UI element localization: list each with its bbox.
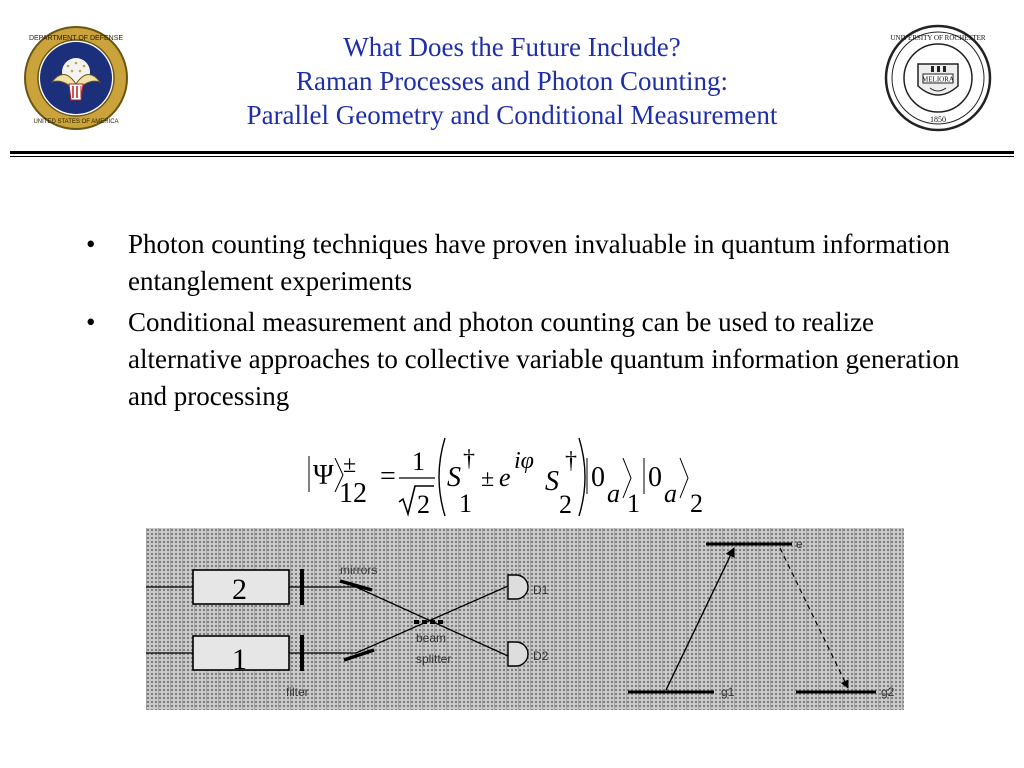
mirror-top — [340, 581, 372, 590]
slide-title — [150, 30, 874, 132]
level-g2-label: g2 — [881, 685, 895, 699]
title-line-1: What Does the Future Include? — [343, 32, 681, 62]
formula-subscript-12: 12 — [339, 478, 367, 509]
pump-transition-arrow — [666, 548, 734, 690]
level-g1-label: g1 — [721, 685, 735, 699]
department-of-defense-seal-icon — [24, 26, 128, 130]
bullet-list — [84, 226, 984, 419]
detector-d2-label: D2 — [533, 649, 549, 663]
formula-dagger-1: † — [463, 446, 475, 472]
formula-zero-1: 0 — [591, 462, 605, 493]
list-item — [84, 304, 984, 415]
formula-a-2: a — [664, 479, 677, 508]
svg-text:DEPARTMENT OF DEFENSE: DEPARTMENT OF DEFENSE — [28, 35, 124, 42]
formula-sqrt-arg: 2 — [417, 490, 430, 519]
level-e-label: e — [796, 537, 803, 551]
bullet-marker: • — [86, 229, 96, 259]
filter-2 — [300, 569, 304, 605]
title-divider-thin — [10, 156, 1014, 157]
formula-ket-sub-2: 2 — [690, 489, 703, 518]
formula-dagger-2: † — [565, 448, 577, 474]
list-item — [84, 226, 984, 300]
title-line-2: Raman Processes and Photon Counting: — [296, 66, 728, 96]
formula-numerator: 1 — [412, 447, 425, 476]
formula-e: e — [499, 463, 511, 492]
entanglement-formula — [295, 432, 735, 522]
formula-ket-sub-1: 1 — [627, 489, 640, 518]
university-of-rochester-seal-icon — [884, 24, 992, 132]
cell-2-label: 2 — [232, 573, 247, 606]
bullet-marker: • — [86, 307, 96, 337]
svg-text:UNIVERSITY OF ROCHESTER: UNIVERSITY OF ROCHESTER — [890, 34, 986, 42]
experiment-diagram — [146, 528, 904, 710]
formula-s2: S — [545, 466, 559, 497]
bullet-text-1: Photon counting techniques have proven invaluable in quantum information entanglement experiments — [128, 229, 950, 296]
formula-iphi: iφ — [514, 448, 534, 474]
filter-1 — [300, 635, 304, 671]
bullet-text-2: Conditional measurement and photon counting can be used to realize alternative approaches to collective variable quantum information generation and processing — [128, 307, 960, 411]
beam-splitter-label-line-1: beam — [416, 631, 447, 645]
formula-psi: Ψ — [313, 460, 334, 491]
title-divider-thick — [10, 151, 1014, 154]
svg-text:UNITED STATES OF AMERICA: UNITED STATES OF AMERICA — [33, 119, 119, 125]
raman-transition-arrow — [780, 548, 848, 688]
mirrors-label: mirrors — [340, 563, 378, 577]
formula-pm: ± — [481, 466, 495, 492]
detector-d1 — [508, 575, 528, 599]
formula-pm-superscript: ± — [343, 452, 357, 478]
formula-a-1: a — [607, 479, 620, 508]
beam-splitter-label-line-2: splitter — [416, 652, 452, 666]
formula-sub-1: 1 — [459, 489, 472, 518]
formula-equals: = — [380, 461, 396, 492]
title-line-3: Parallel Geometry and Conditional Measurement — [246, 100, 778, 130]
detector-d2 — [508, 642, 528, 666]
formula-sub-2: 2 — [559, 490, 572, 519]
formula-zero-2: 0 — [648, 462, 662, 493]
formula-s1: S — [447, 462, 461, 493]
detector-d1-label: D1 — [533, 583, 549, 597]
filter-label: filter — [286, 685, 309, 699]
svg-text:1850: 1850 — [930, 115, 946, 124]
svg-text:MELIORA: MELIORA — [922, 75, 954, 84]
cell-1-label: 1 — [232, 643, 247, 676]
